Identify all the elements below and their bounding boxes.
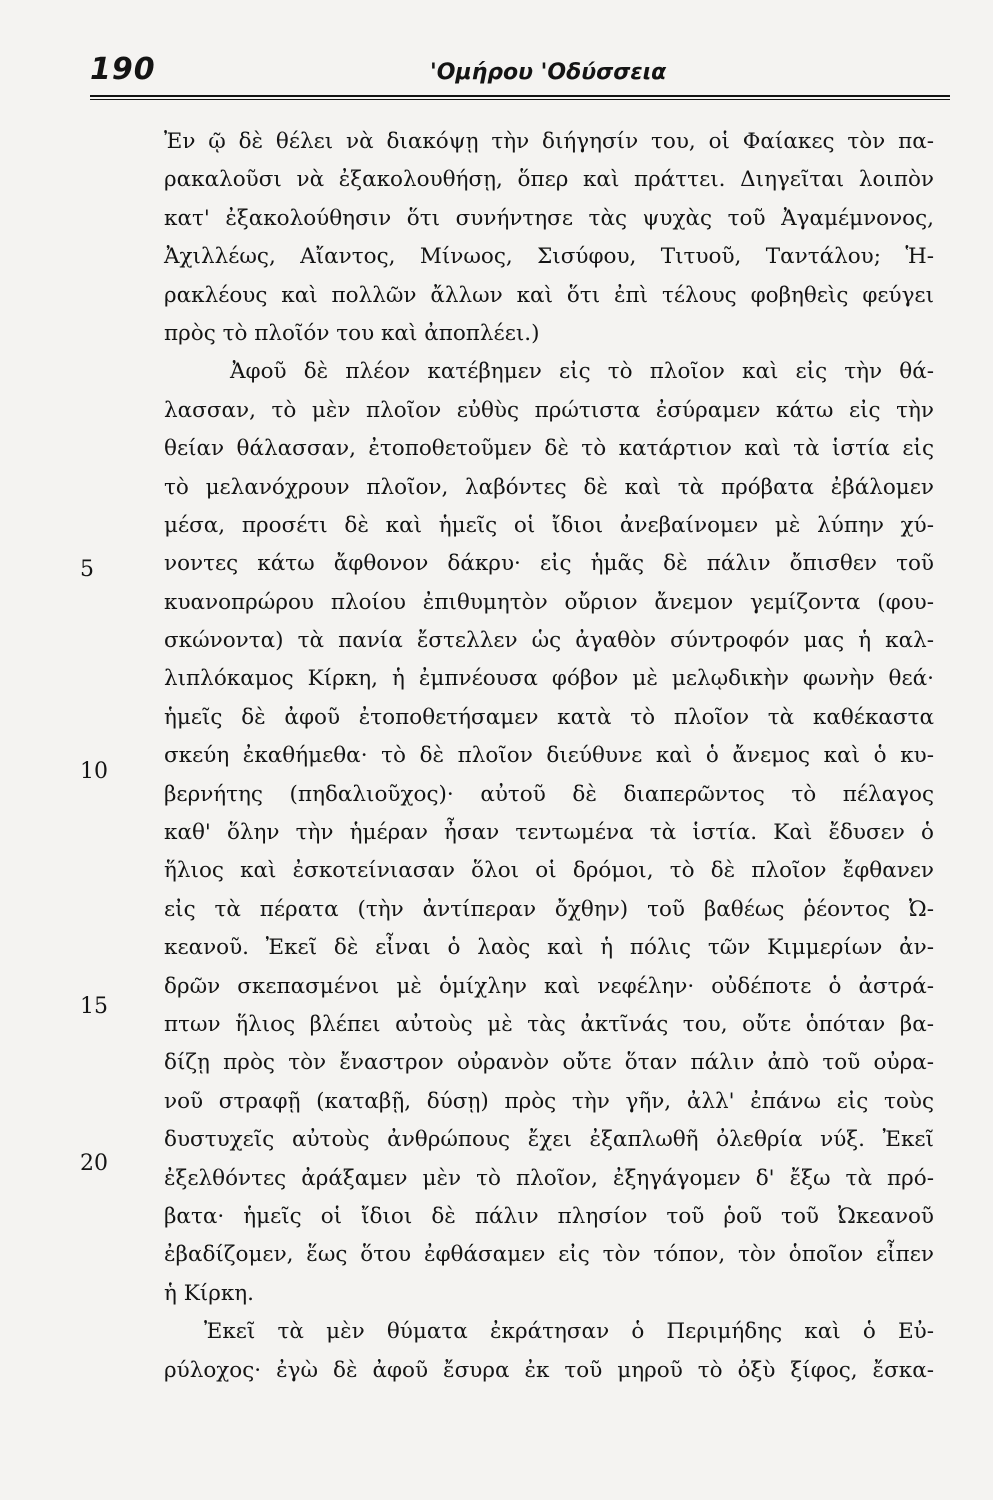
text-line: Ἀφοῦ δὲ πλέον κατέβημεν εἰς τὸ πλοῖον καὶ εἰς τὴν θά- [230, 359, 934, 385]
text-line: ἐβαδίζομεν, ἕως ὅτου ἐφθάσαμεν εἰς τὸν τόπον, τὸν ὁποῖον εἶπεν [164, 1242, 934, 1268]
line-number-10: 10 [80, 759, 108, 784]
line-number-5: 5 [80, 557, 94, 582]
text-line: λασσαν, τὸ μὲν πλοῖον εὐθὺς πρώτιστα ἐσύραμεν κάτω εἰς τὴν [164, 397, 934, 423]
running-title: 'Ομήρου 'Οδύσσεια [430, 60, 667, 85]
page-number: 190 [90, 52, 156, 87]
text-line: ἡ Κίρκη. [164, 1280, 254, 1306]
text-line: ρύλοχος· ἐγὼ δὲ ἀφοῦ ἔσυρα ἐκ τοῦ μηροῦ τὸ ὀξὺ ξίφος, ἔσκα- [164, 1357, 934, 1383]
text-line: εἰς τὰ πέρατα (τὴν ἀντίπεραν ὄχθην) τοῦ βαθέως ῥέοντος Ὠ- [164, 896, 934, 922]
text-line: λιπλόκαμος Κίρκη, ἡ ἐμπνέουσα φόβον μὲ μελῳδικὴν φωνὴν θεά· [164, 666, 934, 692]
header-rule-thin [90, 99, 950, 100]
text-line: δίζῃ πρὸς τὸν ἔναστρον οὐρανὸν οὔτε ὅταν πάλιν ἀπὸ τοῦ οὐρα- [164, 1050, 934, 1076]
text-line: κεανοῦ. Ἐκεῖ δὲ εἶναι ὁ λαὸς καὶ ἡ πόλις τῶν Κιμμερίων ἀν- [164, 935, 934, 961]
text-line: ρακαλοῦσι νὰ ἐξακολουθήσῃ, ὅπερ καὶ πράττει. Διηγεῖται λοιπὸν [164, 167, 934, 193]
text-line: ἐξελθόντες ἀράξαμεν μὲν τὸ πλοῖον, ἐξηγάγομεν δ' ἔξω τὰ πρό- [164, 1165, 934, 1191]
body-text [164, 123, 934, 1390]
text-line: βατα· ἡμεῖς οἱ ἴδιοι δὲ πάλιν πλησίον τοῦ ῥοῦ τοῦ Ὠκεανοῦ [164, 1203, 934, 1229]
text-line: πτων ἥλιος βλέπει αὐτοὺς μὲ τὰς ἀκτῖνάς του, οὔτε ὁπόταν βα- [164, 1011, 934, 1037]
text-line: Ἐν ῷ δὲ θέλει νὰ διακόψῃ τὴν διήγησίν του, οἱ Φαίακες τὸν πα- [164, 129, 934, 154]
text-line: ἡμεῖς δὲ ἀφοῦ ἐτοποθετήσαμεν κατὰ τὸ πλοῖον τὰ καθέκαστα [164, 704, 934, 730]
header-rule [90, 95, 950, 97]
text-line: δυστυχεῖς αὐτοὺς ἀνθρώπους ἔχει ἐξαπλωθῆ ὀλεθρία νύξ. Ἐκεῖ [164, 1127, 934, 1153]
line-number-15: 15 [80, 994, 108, 1019]
text-line: ρακλέους καὶ πολλῶν ἄλλων καὶ ὅτι ἐπὶ τέλους φοβηθεὶς φεύγει [164, 282, 934, 308]
text-line: νοῦ στραφῇ (καταβῇ, δύσῃ) πρὸς τὴν γῆν, ἀλλ' ἐπάνω εἰς τοὺς [164, 1088, 934, 1114]
text-line: πρὸς τὸ πλοῖόν του καὶ ἀποπλέει.) [164, 320, 540, 346]
text-line: κυανοπρώρου πλοίου ἐπιθυμητὸν οὔριον ἄνεμον γεμίζοντα (φου- [164, 589, 934, 615]
text-line: καθ' ὅλην τὴν ἡμέραν ἦσαν τεντωμένα τὰ ἱστία. Καὶ ἔδυσεν ὁ [164, 820, 934, 846]
line-number-20: 20 [80, 1151, 108, 1176]
page-header [90, 52, 950, 92]
text-line: θείαν θάλασσαν, ἐτοποθετοῦμεν δὲ τὸ κατάρτιον καὶ τὰ ἱστία εἰς [164, 436, 934, 462]
text-line: σκώνοντα) τὰ πανία ἔστελλεν ὡς ἀγαθὸν σύντροφόν μας ἡ καλ- [164, 628, 934, 654]
text-line: βερνήτης (πηδαλιοῦχος)· αὐτοῦ δὲ διαπερῶντος τὸ πέλαγος [164, 781, 934, 807]
text-line: σκεύη ἐκαθήμεθα· τὸ δὲ πλοῖον διεύθυνε καὶ ὁ ἄνεμος καὶ ὁ κυ- [164, 743, 934, 769]
text-line: Ἐκεῖ τὰ μὲν θύματα ἐκράτησαν ὁ Περιμήδης καὶ ὁ Εὐ- [204, 1319, 934, 1345]
text-line: δρῶν σκεπασμένοι μὲ ὁμίχλην καὶ νεφέλην· οὐδέποτε ὁ ἀστρά- [164, 973, 934, 999]
text-line: ἥλιος καὶ ἐσκοτείνιασαν ὅλοι οἱ δρόμοι, τὸ δὲ πλοῖον ἔφθανεν [164, 858, 934, 884]
text-line: κατ' ἐξακολούθησιν ὅτι συνήντησε τὰς ψυχὰς τοῦ Ἀγαμέμνονος, [164, 205, 934, 231]
text-line: μέσα, προσέτι δὲ καὶ ἡμεῖς οἱ ἴδιοι ἀνεβαίνομεν μὲ λύπην χύ- [164, 512, 934, 538]
text-line: νοντες κάτω ἄφθονον δάκρυ· εἰς ἡμᾶς δὲ πάλιν ὄπισθεν τοῦ [164, 551, 934, 577]
text-line: τὸ μελανόχρουν πλοῖον, λαβόντες δὲ καὶ τὰ πρόβατα ἐβάλομεν [164, 474, 934, 500]
text-line: Ἀχιλλέως, Αἴαντος, Μίνωος, Σισύφου, Τιτυοῦ, Ταντάλου; Ἡ- [164, 244, 934, 270]
